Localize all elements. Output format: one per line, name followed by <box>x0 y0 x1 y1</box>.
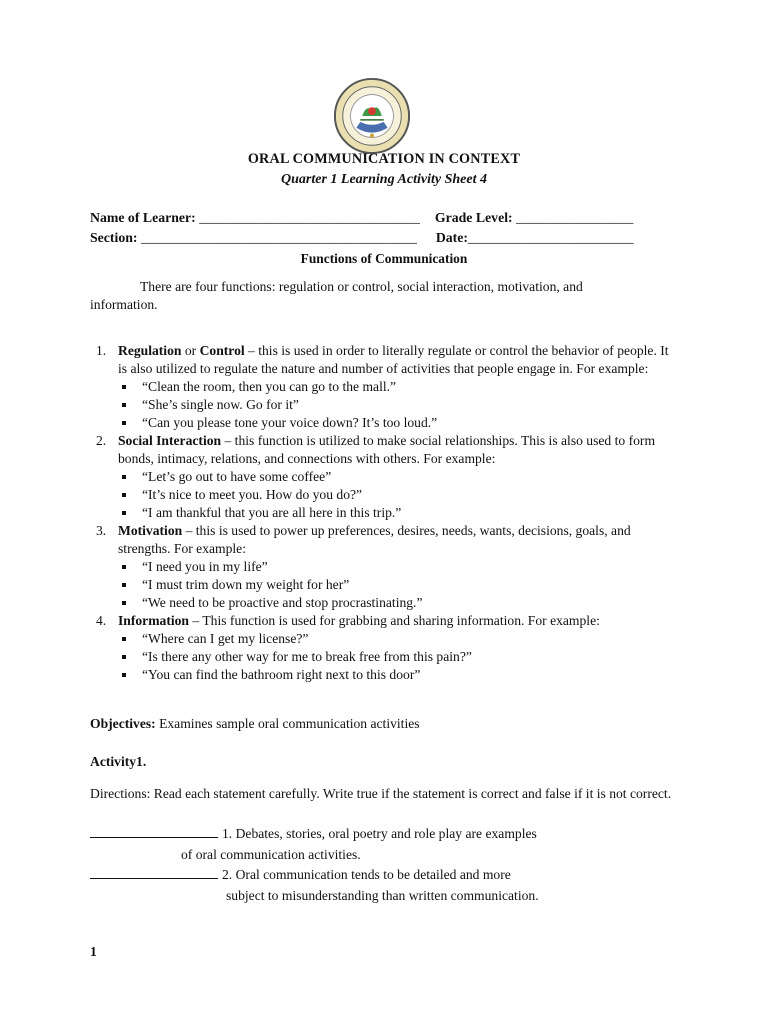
function-description: – this is used to power up preferences, desires, needs, wants, decisions, goals, and strengths. For example: <box>118 523 631 556</box>
item-number: 1. <box>96 343 107 358</box>
example-text: “I need you in my life” <box>142 559 268 574</box>
example-item <box>118 486 676 504</box>
learner-info-row <box>90 210 680 226</box>
example-item <box>118 630 676 648</box>
document-title: ORAL COMMUNICATION IN CONTEXT <box>247 151 521 167</box>
function-item <box>96 342 676 378</box>
example-item <box>118 594 676 612</box>
question-1-continuation: of oral communication activities. <box>181 847 361 862</box>
bullet-icon <box>122 583 126 587</box>
grade-blank[interactable]: _________________ <box>516 210 634 225</box>
example-text: “You can find the bathroom right next to this door” <box>142 667 421 682</box>
activity-directions: Directions: Read each statement carefully. Write true if the statement is correct and false if it is not correct. <box>90 786 672 801</box>
grade-label: Grade Level: <box>434 210 513 225</box>
intro-text: There are four functions: regulation or control, social interaction, motivation, and information. <box>90 279 583 312</box>
example-item <box>118 414 676 432</box>
bullet-icon <box>122 601 126 605</box>
page-number: 1 <box>90 944 97 959</box>
bullet-icon <box>122 403 126 407</box>
example-text: “It’s nice to meet you. How do you do?” <box>142 487 363 502</box>
example-text: “Let’s go out to have some coffee” <box>142 469 332 484</box>
item-number: 2. <box>96 433 107 448</box>
function-term: Motivation <box>118 523 183 538</box>
bullet-icon <box>122 385 126 389</box>
function-term-2: Control <box>199 343 245 358</box>
bullet-icon <box>122 511 126 515</box>
function-description: – This function is used for grabbing and sharing information. For example: <box>189 613 600 628</box>
function-item <box>96 612 676 630</box>
question-2 <box>90 865 511 884</box>
answer-blank-1[interactable] <box>90 825 218 838</box>
functions-list <box>96 342 676 684</box>
bullet-icon <box>122 493 126 497</box>
date-label: Date: <box>435 230 468 245</box>
example-text: “Can you please tone your voice down? It’s too loud.” <box>142 415 438 430</box>
bullet-icon <box>122 565 126 569</box>
example-text: “We need to be proactive and stop procrastinating.” <box>142 595 423 610</box>
example-text: “Clean the room, then you can go to the mall.” <box>142 379 397 394</box>
document-subtitle: Quarter 1 Learning Activity Sheet 4 <box>281 172 487 187</box>
function-item <box>96 522 676 558</box>
question-2-line-1: 2. Oral communication tends to be detailed and more <box>222 867 511 882</box>
example-item <box>118 468 676 486</box>
date-blank[interactable]: ________________________ <box>468 230 634 245</box>
objectives <box>90 716 420 732</box>
function-term: Regulation <box>118 343 182 358</box>
example-item <box>118 666 676 684</box>
example-text: “She’s single now. Go for it” <box>142 397 299 412</box>
section-heading: Functions of Communication <box>300 251 468 266</box>
item-number: 3. <box>96 523 107 538</box>
example-item <box>118 396 676 414</box>
example-item <box>118 504 676 522</box>
objectives-text: Examines sample oral communication activities <box>155 716 420 731</box>
example-item <box>118 648 676 666</box>
term-joiner: or <box>181 343 200 358</box>
function-item <box>96 432 676 468</box>
section-date-row <box>90 230 680 246</box>
section-label: Section: <box>90 230 138 245</box>
bullet-icon <box>122 475 126 479</box>
function-description: – this is used in order to literally regulate or control the behavior of people. It is also utilized to regulate the nature and number of activities that people engage in. For example: <box>118 343 669 376</box>
example-text: “I am thankful that you are all here in this trip.” <box>142 505 402 520</box>
name-blank[interactable]: ________________________________ <box>199 210 420 225</box>
name-label: Name of Learner: <box>90 210 196 225</box>
example-item <box>118 378 676 396</box>
question-2-continuation: subject to misunderstanding than written communication. <box>226 888 539 903</box>
example-item <box>118 576 676 594</box>
bullet-icon <box>122 421 126 425</box>
example-item <box>118 558 676 576</box>
example-text: “Where can I get my license?” <box>142 631 309 646</box>
bullet-icon <box>122 655 126 659</box>
section-blank[interactable]: ________________________________________ <box>140 230 417 245</box>
example-text: “I must trim down my weight for her” <box>142 577 350 592</box>
function-term: Information <box>118 613 189 628</box>
bullet-icon <box>122 673 126 677</box>
example-text: “Is there any other way for me to break free from this pain?” <box>142 649 472 664</box>
school-seal-logo <box>333 77 411 155</box>
question-1 <box>90 824 537 843</box>
bullet-icon <box>122 637 126 641</box>
question-1-line-1: 1. Debates, stories, oral poetry and role play are examples <box>222 826 537 841</box>
function-term: Social Interaction <box>118 433 222 448</box>
item-number: 4. <box>96 613 107 628</box>
function-description: – this function is utilized to make social relationships. This is also used to form bonds, intimacy, relations, and connections with others. For example: <box>118 433 656 466</box>
intro-paragraph <box>90 278 650 314</box>
activity-title: Activity1. <box>90 754 147 769</box>
objectives-label: Objectives: <box>90 716 156 731</box>
answer-blank-2[interactable] <box>90 866 218 879</box>
